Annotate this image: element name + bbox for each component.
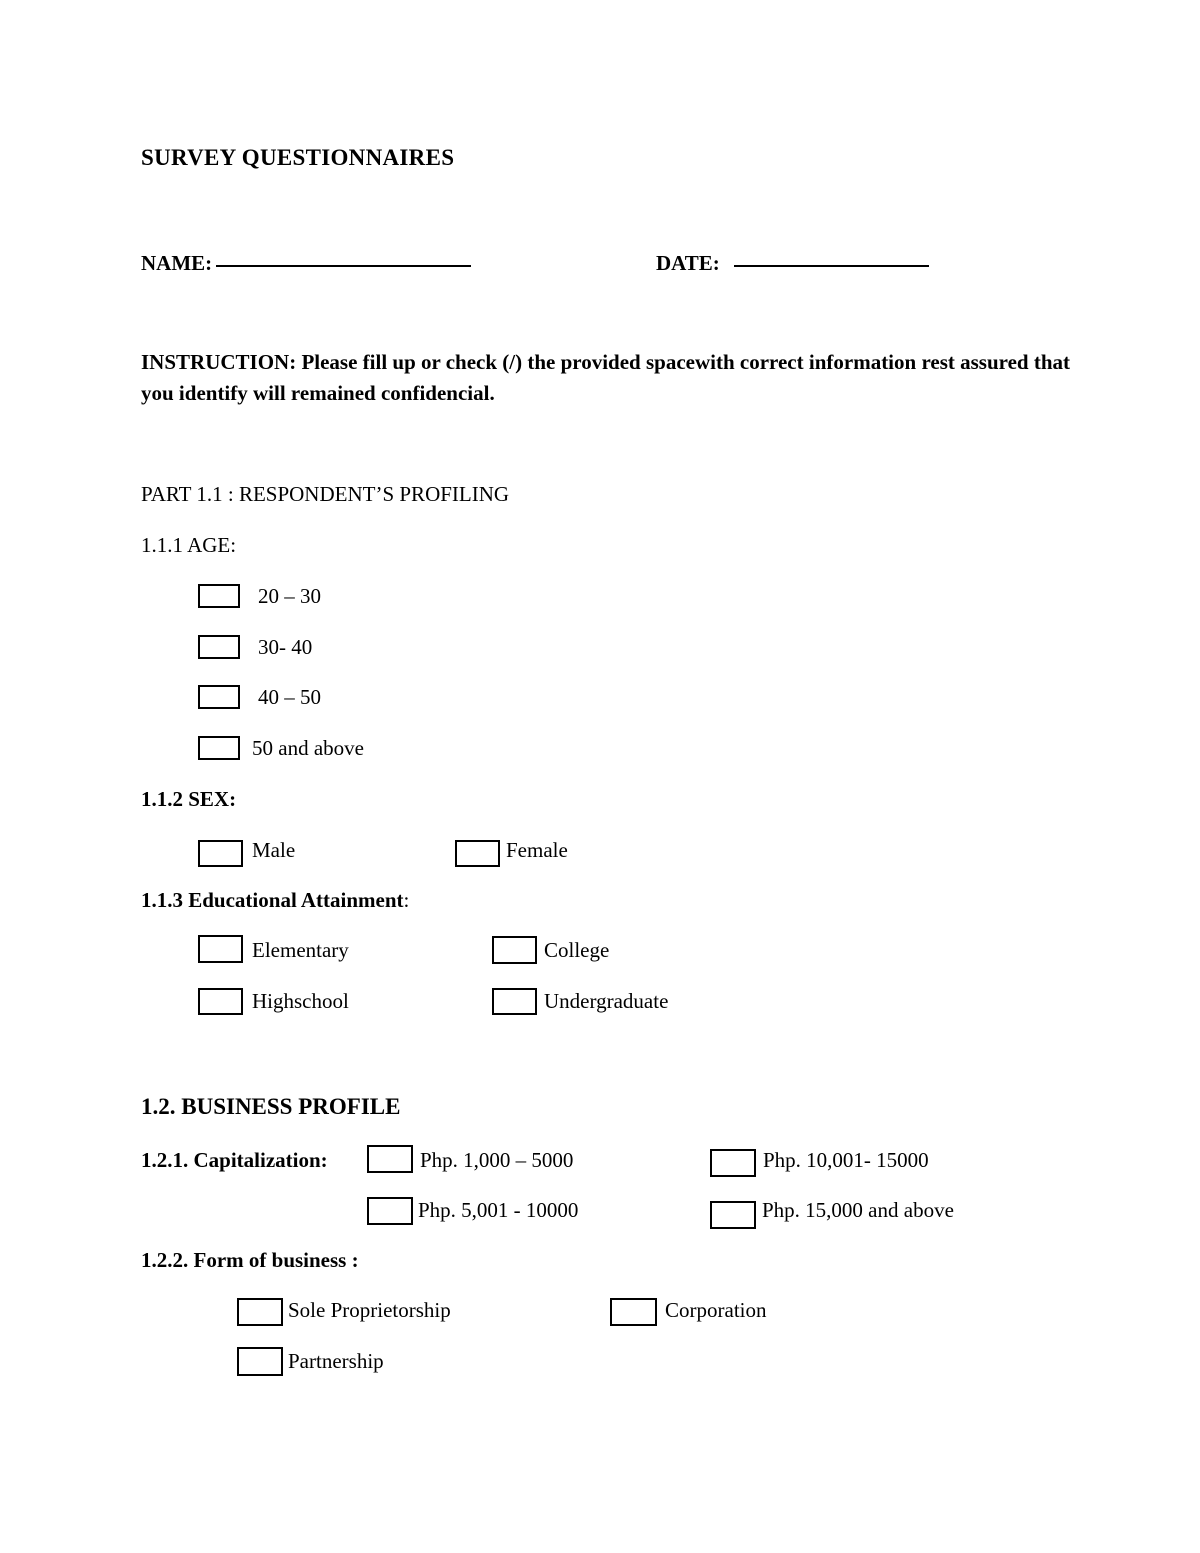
cap-5001-10000-checkbox[interactable] bbox=[367, 1197, 413, 1225]
sex-female-label: Female bbox=[506, 838, 568, 862]
age-20-30-label: 20 – 30 bbox=[258, 584, 321, 608]
edu-highschool-label: Highschool bbox=[252, 989, 349, 1013]
sex-female-checkbox[interactable] bbox=[455, 840, 500, 867]
edu-college-label: College bbox=[544, 938, 610, 962]
age-40-50-checkbox[interactable] bbox=[198, 685, 240, 709]
edu-highschool-checkbox[interactable] bbox=[198, 988, 243, 1015]
cap-1000-5000-checkbox[interactable] bbox=[367, 1145, 413, 1173]
date-label: DATE: bbox=[656, 251, 720, 275]
cap-10001-15000-label: Php. 10,001- 15000 bbox=[763, 1148, 929, 1172]
sex-male-label: Male bbox=[252, 838, 296, 862]
part1-heading: PART 1.1 : RESPONDENT’S PROFILING bbox=[141, 482, 510, 506]
age-30-40-checkbox[interactable] bbox=[198, 635, 240, 659]
name-label: NAME: bbox=[141, 251, 213, 275]
education-label-colon: : bbox=[403, 888, 410, 912]
age-20-30-checkbox[interactable] bbox=[198, 584, 240, 608]
form-of-business-label: 1.2.2. Form of business : bbox=[141, 1248, 359, 1272]
instruction-text: INSTRUCTION: Please fill up or check (/) the provided spacewith correct information rest assured that you identify will remained confidencial. bbox=[141, 350, 1071, 405]
education-label-row bbox=[141, 888, 409, 913]
age-label: 1.1.1 AGE: bbox=[141, 533, 237, 557]
business-heading: 1.2. BUSINESS PROFILE bbox=[141, 1094, 401, 1119]
form-sole-proprietorship-checkbox[interactable] bbox=[237, 1298, 283, 1326]
cap-15000-above-checkbox[interactable] bbox=[710, 1201, 756, 1229]
cap-15000-above-label: Php. 15,000 and above bbox=[762, 1198, 954, 1222]
sex-male-checkbox[interactable] bbox=[198, 840, 243, 867]
age-50-above-label: 50 and above bbox=[252, 736, 364, 760]
sex-label: 1.1.2 SEX: bbox=[141, 787, 237, 811]
form-sole-proprietorship-label: Sole Proprietorship bbox=[288, 1298, 451, 1322]
page-title: SURVEY QUESTIONNAIRES bbox=[141, 145, 455, 170]
form-partnership-label: Partnership bbox=[288, 1349, 384, 1373]
age-40-50-label: 40 – 50 bbox=[258, 685, 321, 709]
edu-college-checkbox[interactable] bbox=[492, 936, 537, 964]
form-partnership-checkbox[interactable] bbox=[237, 1347, 283, 1376]
age-30-40-label: 30- 40 bbox=[258, 635, 313, 659]
cap-10001-15000-checkbox[interactable] bbox=[710, 1149, 756, 1177]
edu-undergraduate-checkbox[interactable] bbox=[492, 988, 537, 1015]
edu-elementary-label: Elementary bbox=[252, 938, 349, 962]
edu-elementary-checkbox[interactable] bbox=[198, 935, 243, 963]
capitalization-label: 1.2.1. Capitalization: bbox=[141, 1148, 328, 1172]
cap-5001-10000-label: Php. 5,001 - 10000 bbox=[418, 1198, 579, 1222]
education-label: 1.1.3 Educational Attainment bbox=[141, 888, 404, 912]
cap-1000-5000-label: Php. 1,000 – 5000 bbox=[420, 1148, 574, 1172]
edu-undergraduate-label: Undergraduate bbox=[544, 989, 669, 1013]
age-50-above-checkbox[interactable] bbox=[198, 736, 240, 760]
name-field[interactable] bbox=[216, 265, 471, 267]
date-field[interactable] bbox=[734, 265, 929, 267]
form-corporation-checkbox[interactable] bbox=[610, 1298, 657, 1326]
form-corporation-label: Corporation bbox=[665, 1298, 767, 1322]
